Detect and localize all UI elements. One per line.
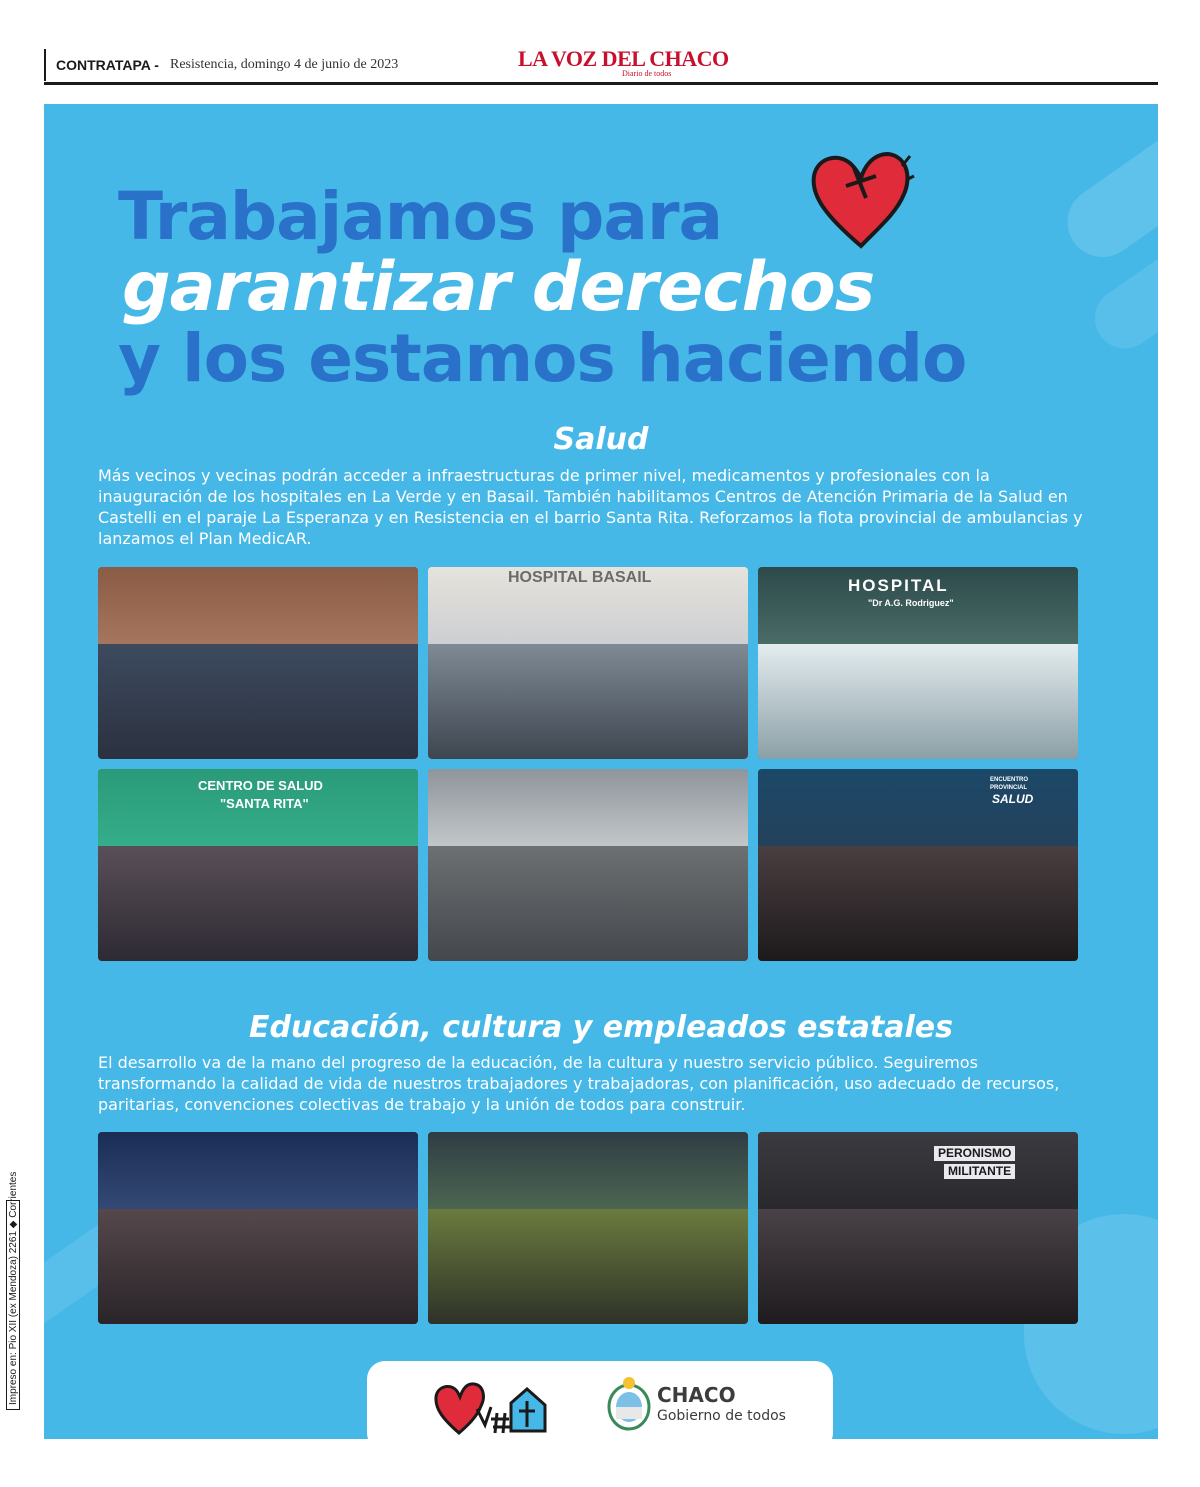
headline-line-3: y los estamos haciendo [118, 320, 967, 397]
print-credit: Impreso en: Pio XII (ex Mendoza) 2261 ◆ Corrientes [6, 1200, 20, 1410]
header-rule [44, 82, 1158, 85]
centro-salud-sign: CENTRO DE SALUD [198, 778, 323, 793]
masthead-tagline: Diario de todos [622, 69, 672, 78]
hospital-sign: HOSPITAL [848, 576, 949, 595]
educacion-text: El desarrollo va de la mano del progreso de la educación, de la cultura y nuestro servicio público. Seguiremos transformando la calidad de vida de nuestros trabajadores y trabajadoras, con planificación, uso adecuado de recursos, paritarias, convenciones colectivas de trabajo y la unión de todos para construir. [98, 1053, 1060, 1114]
hospital-sign-sub: "Dr A.G. Rodriguez" [868, 598, 954, 608]
banner-militante: MILITANTE [944, 1164, 1015, 1179]
chaco-seal-icon [605, 1375, 653, 1433]
photo-centro-santa-rita [98, 769, 418, 961]
photo-hospital-basail [428, 567, 748, 759]
photo-hospital-staff [758, 567, 1078, 759]
header-left-rule [44, 49, 46, 81]
decorative-shape [1054, 104, 1158, 271]
photo-auditorium-crowd [98, 1132, 418, 1324]
centro-salud-sign-2: "SANTA RITA" [220, 796, 309, 811]
logo-card [367, 1361, 833, 1439]
hospital-basail-sign: HOSPITAL BASAIL [508, 569, 652, 586]
photo-militant-assembly [758, 1132, 1078, 1324]
photo-rally-crowd [428, 1132, 748, 1324]
heart-icon [806, 146, 916, 256]
dateline: Resistencia, domingo 4 de junio de 2023 [170, 57, 399, 72]
headline-line-1: Trabajamos para [118, 178, 723, 255]
masthead-logo: LA VOZ DEL CHACO [518, 46, 729, 71]
encuentro-sign-3: SALUD [992, 792, 1034, 806]
chaco-name: CHACO [657, 1383, 736, 1407]
educacion-title: Educación, cultura y empleados estatales [248, 1010, 954, 1045]
headline-line-2: garantizar derechos [122, 248, 875, 327]
section-label: CONTRATAPA - [56, 57, 159, 73]
salud-title: Salud [553, 422, 649, 457]
encuentro-sign-1: ENCUENTRO [990, 777, 1029, 783]
campaign-heart-house-icon [433, 1379, 549, 1435]
photo-ambulance-fleet [428, 769, 748, 961]
salud-text: Más vecinos y vecinas podrán acceder a infraestructuras de primer nivel, medicamentos y profesionales con la inauguración de los hospitales en La Verde y en Basail. También habilitamos Centros de Atención Primaria de la Salud en Castelli en el paraje La Esperanza y en Resistencia en el barrio Santa Rita. Reforzamos la flota provincial de ambulancias y lanzamos el Plan MedicAR. [98, 466, 1083, 548]
photo-ribbon-cutting [98, 567, 418, 759]
ad-poster [44, 104, 1158, 1439]
encuentro-sign-2: PROVINCIAL [990, 785, 1028, 791]
photo-health-meeting [758, 769, 1078, 961]
chaco-subtitle: Gobierno de todos [657, 1408, 786, 1424]
banner-peronismo: PERONISMO [934, 1146, 1015, 1161]
